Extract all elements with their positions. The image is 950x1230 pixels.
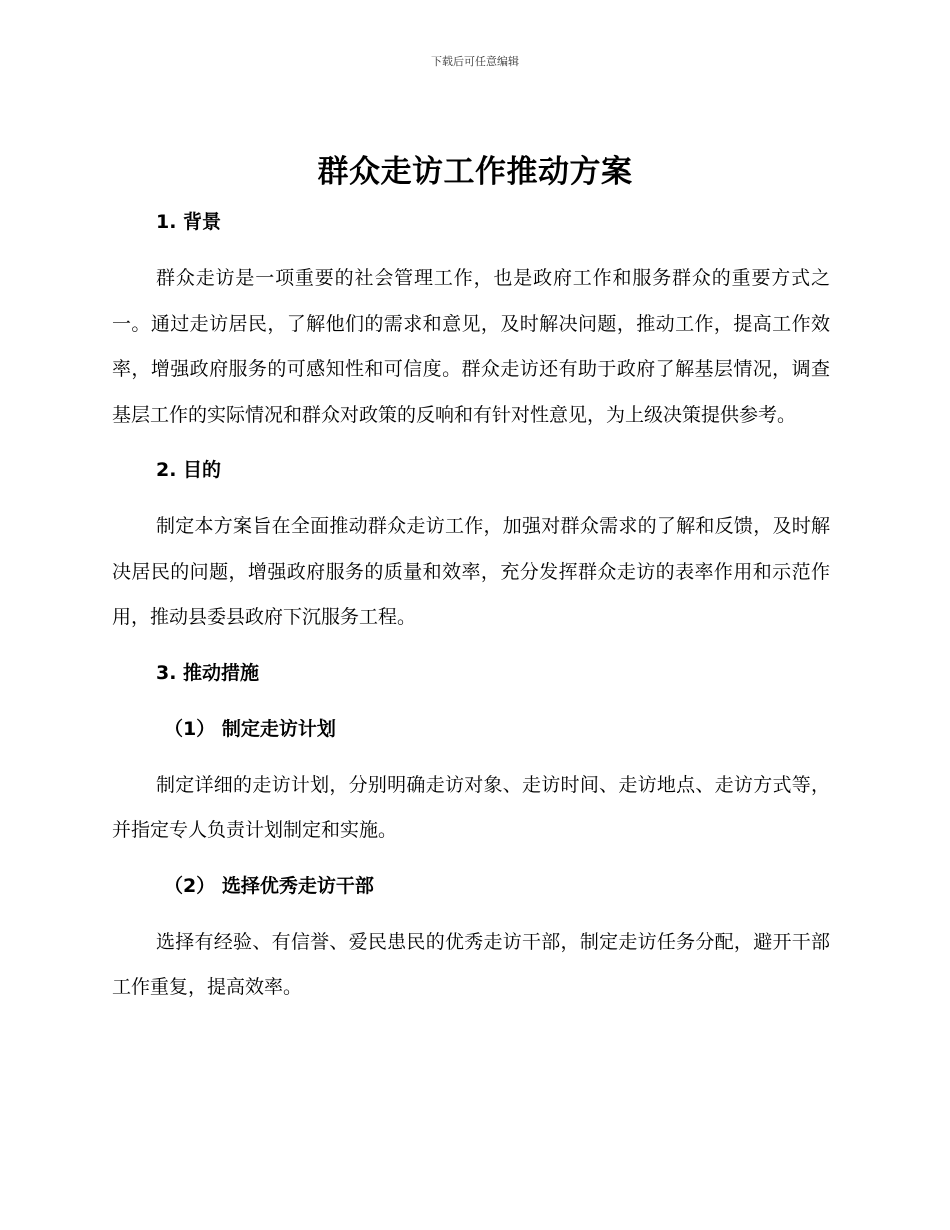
page-header-note: 下载后可任意编辑 [431,55,519,68]
subsection-paragraph-cadres: 选择有经验、有信誉、爱民患民的优秀走访干部，制定走访任务分配，避开干部工作重复，提高效率。 [112,930,830,998]
document-title: 群众走访工作推动方案 [317,154,633,190]
subsection-paragraph-plan: 制定详细的走访计划，分别明确走访对象、走访时间、走访地点、走访方式等，并指定专人负责计划制定和实施。 [112,773,830,841]
section-heading-purpose: 2. 目的 [156,459,222,481]
section-heading-measures: 3. 推动措施 [156,661,260,684]
document-body [112,200,830,1011]
section-paragraph-background: 群众走访是一项重要的社会管理工作，也是政府工作和服务群众的重要方式之一。通过走访居民，了解他们的需求和意见，及时解决问题，推动工作，提高工作效率，增强政府服务的可感知性和可信度。群众走访还有助于政府了解基层情况，调查基层工作的实际情况和群众对政策的反响和有针对性意见，为上级决策提供参考。 [112,267,830,426]
section-paragraph-purpose: 制定本方案旨在全面推动群众走访工作，加强对群众需求的了解和反馈，及时解决居民的问题，增强政府服务的质量和效率，充分发挥群众走访的表率作用和示范作用，推动县委县政府下沉服务工程。 [112,515,830,628]
section-heading-background: 1. 背景 [156,211,222,233]
subsection-heading-cadres: （2） 选择优秀走访干部 [164,874,374,897]
subsection-heading-plan: （1） 制定走访计划 [164,717,336,740]
